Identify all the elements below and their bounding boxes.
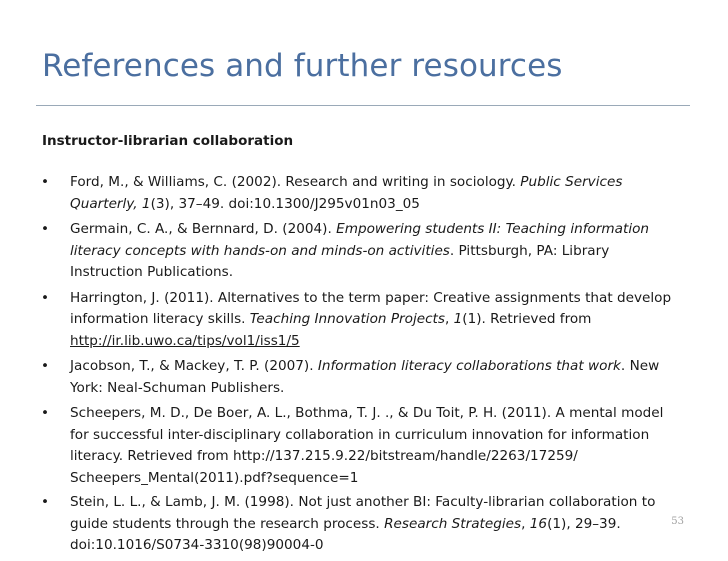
reference-authors-title: Ford, M., & Williams, C. (2002). Research and writing in sociology. bbox=[70, 174, 521, 190]
reference-item-ford bbox=[42, 172, 682, 215]
reference-text bbox=[70, 221, 649, 280]
bullet-icon: • bbox=[40, 174, 50, 190]
reference-volume: 1 bbox=[453, 311, 463, 327]
slide-title: References and further resources bbox=[42, 48, 563, 84]
title-divider bbox=[36, 105, 690, 106]
section-heading: Instructor-librarian collaboration bbox=[42, 133, 294, 149]
reference-details: . Pittsburgh, PA: Library Instruction Publications. bbox=[70, 242, 610, 280]
reference-authors: Jacobson, T., & Mackey, T. P. (2007). bbox=[70, 358, 318, 374]
reference-separator: , bbox=[521, 515, 530, 532]
reference-item-scheepers bbox=[42, 403, 682, 489]
reference-text bbox=[70, 358, 659, 396]
reference-authors-title: Harrington, J. (2011). Alternatives to the term paper: Creative assignments that develop information literacy skills. bbox=[70, 289, 672, 327]
reference-source: Teaching Innovation Projects bbox=[249, 311, 445, 327]
reference-item-jacobson bbox=[42, 356, 682, 399]
reference-source: Research Strategies bbox=[384, 515, 522, 532]
reference-item-germain bbox=[42, 219, 682, 284]
bullet-icon: • bbox=[40, 494, 50, 510]
bullet-icon: • bbox=[40, 289, 50, 306]
reference-title: Empowering students II: Teaching information literacy concepts with hands-on and minds-on activities bbox=[70, 221, 650, 259]
reference-authors-title: Stein, L. L., & Lamb, J. M. (1998). Not just another BI: Faculty-librarian collaboration to guide students through the research process. bbox=[70, 494, 656, 532]
slide-number: 53 bbox=[671, 516, 684, 527]
reference-source: Public Services Quarterly, 1 bbox=[70, 174, 623, 212]
reference-item-harrington bbox=[42, 288, 682, 353]
reference-text bbox=[70, 494, 655, 553]
reference-list bbox=[42, 172, 682, 561]
reference-authors: Germain, C. A., & Bernnard, D. (2004). bbox=[70, 221, 337, 237]
reference-separator: , bbox=[444, 311, 454, 327]
reference-text bbox=[70, 174, 622, 212]
reference-link[interactable]: http://ir.lib.uwo.ca/tips/vol1/iss1/5 bbox=[70, 332, 300, 349]
reference-details: (1), 29–39. doi:10.1016/S0734-3310(98)90004-0 bbox=[70, 515, 621, 553]
reference-item-stein bbox=[42, 492, 682, 557]
reference-details: (3), 37–49. doi:10.1300/J295v01n03_05 bbox=[150, 195, 420, 212]
reference-title: Information literacy collaborations that work bbox=[317, 358, 621, 374]
reference-text bbox=[70, 290, 671, 349]
reference-text: Scheepers, M. D., De Boer, A. L., Bothma, T. J. ., & Du Toit, P. H. (2011). A mental model for successful inter-disciplinary collaboration in curriculum innovation for information literacy. Retrieved from http://137.215.9.22/bitstream/handle/2263/17259/ Scheepers_Mental(2011).pdf?sequence=1 bbox=[70, 405, 664, 486]
reference-volume: 16 bbox=[529, 515, 548, 532]
reference-details: . New York: Neal-Schuman Publishers. bbox=[70, 358, 660, 396]
bullet-icon: • bbox=[40, 405, 50, 421]
reference-details: (1). Retrieved from bbox=[462, 311, 592, 327]
bullet-icon: • bbox=[40, 221, 50, 237]
bullet-icon: • bbox=[40, 358, 50, 374]
